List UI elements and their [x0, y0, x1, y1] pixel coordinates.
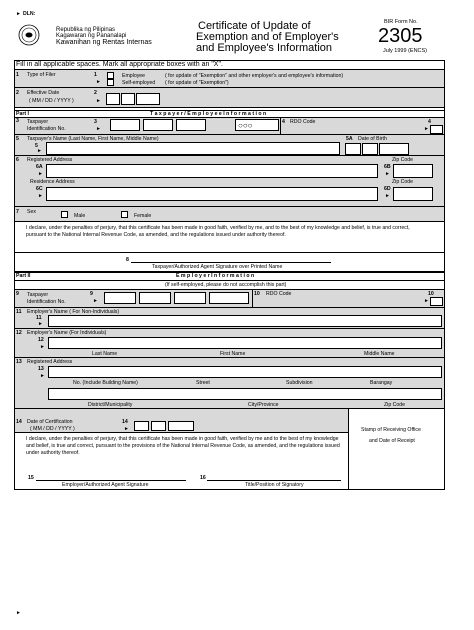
stamp-label-2: and Date of Receipt	[369, 438, 415, 444]
arrow-icon: ►	[385, 193, 390, 199]
item9-label: Taxpayer	[27, 292, 49, 298]
item15-num: 15	[28, 475, 34, 481]
arrow-icon: ►	[96, 79, 101, 85]
item10-label: RDO Code	[266, 291, 292, 297]
item11-num: 11	[16, 309, 22, 315]
employer-tin-3[interactable]	[174, 292, 206, 304]
cert-date-mm[interactable]	[134, 421, 149, 431]
divider	[14, 107, 445, 108]
bottom-arrow-icon: ►	[16, 610, 21, 616]
item6a-num: 6A	[36, 164, 43, 170]
title-line3: and Employee's Information	[196, 42, 333, 54]
item10-box-num: 10	[428, 291, 434, 297]
employee-checkbox[interactable]	[107, 72, 114, 79]
arrow-icon: ►	[37, 148, 42, 154]
divider	[14, 432, 349, 433]
divider	[14, 280, 445, 281]
self-employed-checkbox[interactable]	[107, 79, 114, 86]
signature-label: Taxpayer/Authorized Agent Signature over Printed Name	[152, 264, 283, 270]
middle-name-label: Middle Name	[364, 351, 395, 357]
item16-num: 16	[200, 475, 206, 481]
item9-label2: Identification No.	[27, 299, 66, 305]
arrow-icon: ►	[96, 98, 101, 104]
item5-label: Taxpayer's Name (Last Name, First Name, Middle Name)	[27, 136, 159, 142]
employer-name-nonindividual[interactable]	[48, 315, 442, 327]
divider	[280, 117, 281, 134]
item5-box-num: 5	[35, 143, 38, 149]
tin-field-1[interactable]	[110, 119, 140, 131]
item9-box-num: 9	[90, 291, 93, 297]
employer-address-line2[interactable]	[48, 388, 442, 400]
arrow-icon: ►	[38, 171, 43, 177]
item5a-label: Date of Birth	[358, 136, 387, 142]
item1-label: Type of Filer	[27, 72, 56, 78]
part1-declaration: I declare, under the penalties of perjury, that this certificate has been made in good faith, verified by me, and to the best of my knowledge and belief, is true and correct, pursuant to the National Internal Revenue Code, as amended, and the regulations issued under authority thereof.	[26, 225, 410, 238]
dob-dd[interactable]	[362, 143, 378, 155]
item3-num: 3	[16, 118, 19, 124]
dob-mm[interactable]	[345, 143, 361, 155]
first-name-label: First Name	[220, 351, 246, 357]
item14-format: ( MM / DD / YYYY )	[30, 426, 75, 432]
item1-box-num: 1	[94, 72, 97, 78]
dln-arrow: ►	[16, 11, 21, 17]
item15-label: Employer/Authorized Agent Signature	[62, 482, 149, 488]
stamp-label-1: Stamp of Receiving Office	[361, 427, 421, 433]
effective-date-dd[interactable]	[121, 93, 135, 105]
employer-tin-1[interactable]	[104, 292, 136, 304]
city-label: City/Province	[248, 402, 279, 408]
arrow-icon: ►	[93, 298, 98, 304]
agency-line2: Kagawaran ng Pananalapi	[56, 33, 127, 39]
part2-declaration: I declare, under the penalties of perjury, that this certificate has been made in good faith, verified by me and to the best of my knowledge and belief, is true and correct, pursuant to the provisions of the National Internal Revenue Code, as amended, and the regulations issued under authority thereof.	[26, 436, 340, 456]
cert-date-yyyy[interactable]	[168, 421, 194, 431]
male-label: Male	[74, 213, 86, 219]
item13-box-num: 13	[38, 366, 44, 372]
item4-label: RDO Code	[290, 119, 316, 125]
item14-num: 14	[16, 419, 22, 425]
zip-label-2: Zip Code	[392, 179, 414, 185]
item13-num: 13	[16, 359, 22, 365]
title-line1: Certificate of Update of	[198, 20, 311, 32]
item1-num: 1	[16, 72, 19, 78]
arrow-icon: ►	[38, 193, 43, 199]
item14-box-num: 14	[122, 419, 128, 425]
item16-label: Title/Position of Signatory	[245, 482, 304, 488]
item14-label: Date of Certification	[27, 419, 73, 425]
cert-date-dd[interactable]	[151, 421, 166, 431]
signature-line	[36, 480, 186, 481]
employee-label: Employee	[122, 73, 146, 79]
part2-subheader: (If self-employed, please do not accomplish this part)	[165, 282, 287, 288]
residence-label: Residence Address	[30, 179, 75, 185]
item13-label: Registered Address	[27, 359, 73, 365]
female-checkbox[interactable]	[121, 211, 128, 218]
part1-header: T a x p a y e r / E m p l o y e e I n f o r m a t i o n	[150, 111, 267, 117]
item6-num: 6	[16, 157, 19, 163]
item7-num: 7	[16, 209, 19, 215]
barangay-label: Barangay	[370, 380, 393, 386]
item11-box-num: 11	[36, 315, 42, 321]
item4-num: 4	[282, 119, 285, 125]
item3-label: Taxpayer	[27, 119, 49, 125]
part2-label: Part II	[16, 273, 31, 279]
zip-label: Zip Code	[384, 402, 406, 408]
bir-seal-logo	[18, 24, 40, 46]
item2-label: Effective Date	[27, 90, 60, 96]
arrow-icon: ►	[424, 298, 429, 304]
item6b-num: 6B	[384, 164, 391, 170]
item12-label: Employer's Name (For Individuals)	[27, 330, 107, 336]
item5a-num: 5A	[346, 136, 353, 142]
item4-box-num: 4	[428, 119, 431, 125]
arrow-icon: ►	[96, 126, 101, 132]
effective-date-yyyy[interactable]	[136, 93, 160, 105]
employer-address-line1[interactable]	[48, 366, 442, 378]
divider	[252, 289, 253, 307]
part2-header: E m p l o y e r I n f o r m a t i o n	[176, 273, 255, 279]
item10-num: 10	[254, 291, 260, 297]
employer-name-individual[interactable]	[48, 337, 442, 349]
part1-label: Part I	[16, 111, 29, 117]
item3-label2: Identification No.	[27, 126, 66, 132]
item3-box-num: 3	[94, 119, 97, 125]
instruction: Fill in all applicable spaces. Mark all appropriate boxes with an "X".	[16, 61, 223, 68]
last-name-label: Last Name	[92, 351, 118, 357]
no-building-label: No. (Include Building Name)	[73, 380, 138, 386]
self-employed-note: ( for update of "Exemption")	[165, 80, 229, 86]
arrow-icon: ►	[38, 321, 43, 327]
title-line	[207, 480, 341, 481]
item12-box-num: 12	[38, 337, 44, 343]
tin-field-2[interactable]	[143, 119, 173, 131]
tin-circles: ○○○	[238, 121, 253, 130]
tin-field-3[interactable]	[176, 119, 206, 131]
district-label: District/Municipality	[88, 402, 133, 408]
zip-label-1: Zip Code	[392, 157, 414, 163]
item2-num: 2	[16, 90, 19, 96]
agency-line3: Kawanihan ng Rentas Internas	[56, 39, 152, 46]
item8-num: 8	[126, 257, 129, 263]
form-number: 2305	[378, 25, 423, 47]
registered-zip-field[interactable]	[393, 164, 433, 178]
item7-label: Sex	[27, 209, 36, 215]
registered-address-field[interactable]	[46, 164, 378, 178]
arrow-icon: ►	[40, 344, 45, 350]
divider	[348, 408, 349, 490]
effective-date-mm[interactable]	[106, 93, 120, 105]
declaration-frame	[14, 222, 445, 272]
item3-bg	[15, 118, 444, 134]
female-label: Female	[134, 213, 152, 219]
dln-label: DLN:	[23, 11, 36, 17]
employer-tin-4[interactable]	[209, 292, 249, 304]
dob-yyyy[interactable]	[379, 143, 409, 155]
item11-label: Employer's Name ( For Non-Individuals)	[27, 309, 120, 315]
item6c-num: 6C	[36, 186, 43, 192]
item5-num: 5	[16, 136, 19, 142]
male-checkbox[interactable]	[61, 211, 68, 218]
item2-format: ( MM / DD / YYYY )	[29, 98, 74, 104]
item6-label: Registered Address	[27, 157, 73, 163]
form-label: BIR Form No.	[384, 19, 418, 25]
employer-tin-2[interactable]	[139, 292, 171, 304]
agency-line1: Republika ng Pilipinas	[56, 27, 116, 33]
residence-address-field[interactable]	[46, 187, 378, 201]
item2-bg	[15, 88, 444, 107]
arrow-icon: ►	[385, 171, 390, 177]
arrow-icon: ►	[124, 426, 129, 432]
item12-num: 12	[16, 330, 22, 336]
form-date: July 1999 (ENCS)	[383, 48, 428, 54]
residence-zip-field[interactable]	[393, 187, 433, 201]
arrow-icon: ►	[40, 373, 45, 379]
street-label: Street	[196, 380, 210, 386]
employee-note: ( for update of "Exemption" and other employer's and employee's information)	[165, 73, 344, 79]
taxpayer-name-field[interactable]	[46, 142, 340, 155]
rdo-code-field[interactable]	[430, 125, 443, 134]
title-line2: Exemption and of Employer's	[196, 31, 339, 43]
self-employed-label: Self-employed	[122, 80, 156, 86]
item9-num: 9	[16, 291, 19, 297]
item6d-num: 6D	[384, 186, 391, 192]
arrow-icon: ►	[424, 126, 429, 132]
employer-rdo-field[interactable]	[430, 297, 443, 306]
item2-box-num: 2	[94, 90, 97, 96]
subdivision-label: Subdivision	[286, 380, 313, 386]
